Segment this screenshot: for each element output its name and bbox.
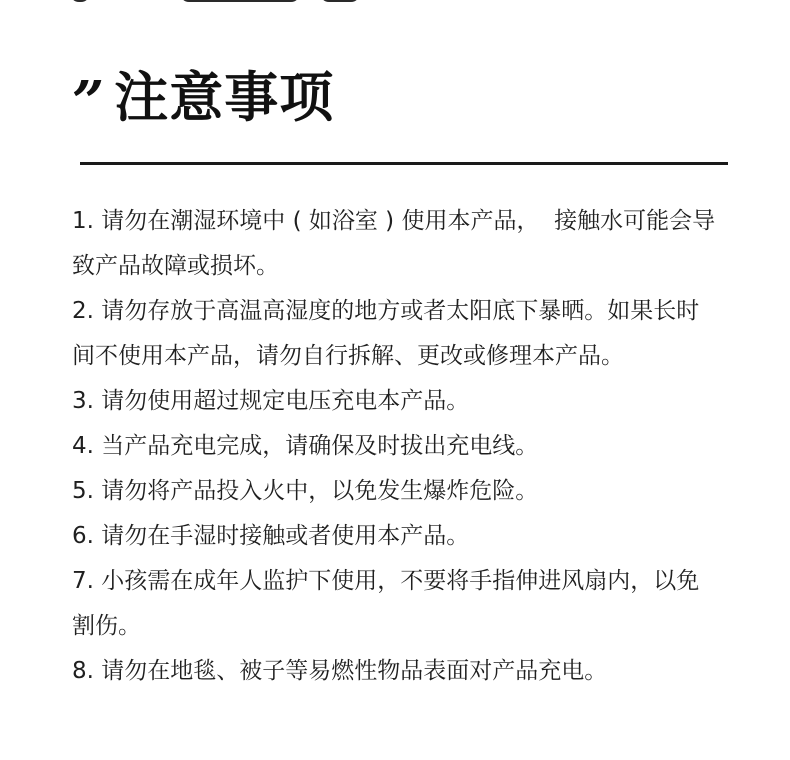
precautions-list [72,199,722,694]
list-item: 5. 请勿将产品投入火中，以免发生爆炸危险。 [72,478,539,504]
section-heading [72,66,335,135]
clipped-glyph-fragment [180,0,300,2]
list-item: 4. 当产品充电完成，请确保及时拔出充电线。 [72,433,539,459]
list-item: 3. 请勿使用超过规定电压充电本产品。 [72,388,470,414]
list-item: 6. 请勿在手湿时接触或者使用本产品。 [72,523,470,549]
clipped-previous-section [70,0,400,6]
list-item: 8. 请勿在地毯、被子等易燃性物品表面对产品充电。 [72,658,608,684]
quote-mark-icon: ” [72,69,105,135]
clipped-glyph-fragment [70,0,90,2]
list-item: 7. 小孩需在成年人监护下使用，不要将手指伸进风扇内，以免割伤。 [72,568,700,639]
list-item: 2. 请勿存放于高温高湿度的地方或者太阳底下暴晒。如果长时间不使用本产品，请勿自行拆解、更改或修理本产品。 [72,298,700,369]
list-item: 1. 请勿在潮湿环境中 ( 如浴室 ) 使用本产品， 接触水可能会导致产品故障或损坏。 [72,208,716,279]
title-divider [80,162,728,165]
clipped-glyph-fragment [320,0,360,2]
page-title: 注意事项 [114,66,335,129]
